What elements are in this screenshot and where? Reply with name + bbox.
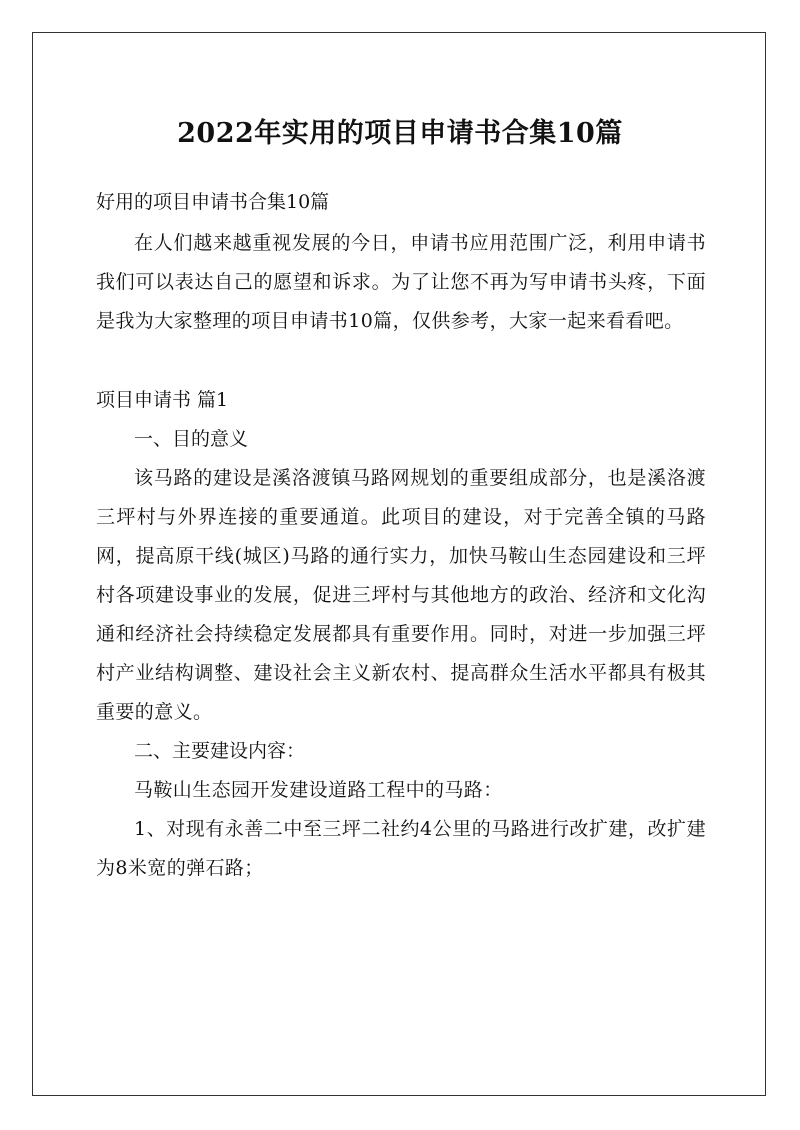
section-spacer [96, 341, 706, 381]
document-subtitle: 好用的项目申请书合集10篇 [96, 191, 330, 213]
part2-heading: 二、主要建设内容： [134, 740, 306, 762]
part1-body-paragraph: 该马路的建设是溪洛渡镇马路网规划的重要组成部分，也是溪洛渡三坪村与外界连接的重要通道。此项目的建设，对于完善全镇的马路网，提高原干线(城区)马路的通行实力，加快马鞍山生态园建设和三坪村各项建设事业的发展，促进三坪村与其他地方的政治、经济和文化沟通和经济社会持续稳定发展都具有重要作用。同时，对进一步加强三坪村产业结构调整、建设社会主义新农村、提高群众生活水平都具有极其重要的意义。 [96, 467, 706, 723]
intro-paragraph: 在人们越来越重视发展的今日，申请书应用范围广泛，利用申请书我们可以表达自己的愿望和诉求。为了让您不再为写申请书头疼，下面是我为大家整理的项目申请书10篇，仅供参考，大家一起来看看吧。 [96, 232, 706, 332]
section-heading: 项目申请书 篇1 [96, 389, 229, 411]
document-title: 2022年实用的项目申请书合集10篇 [177, 118, 623, 150]
part2-item1-paragraph: 1、对现有永善二中至三坪二社约4公里的马路进行改扩建，改扩建为8米宽的弹石路； [96, 818, 706, 879]
part1-heading: 一、目的意义 [134, 428, 249, 450]
part2-intro-paragraph: 马鞍山生态园开发建设道路工程中的马路： [134, 779, 503, 801]
document-body [96, 182, 706, 888]
